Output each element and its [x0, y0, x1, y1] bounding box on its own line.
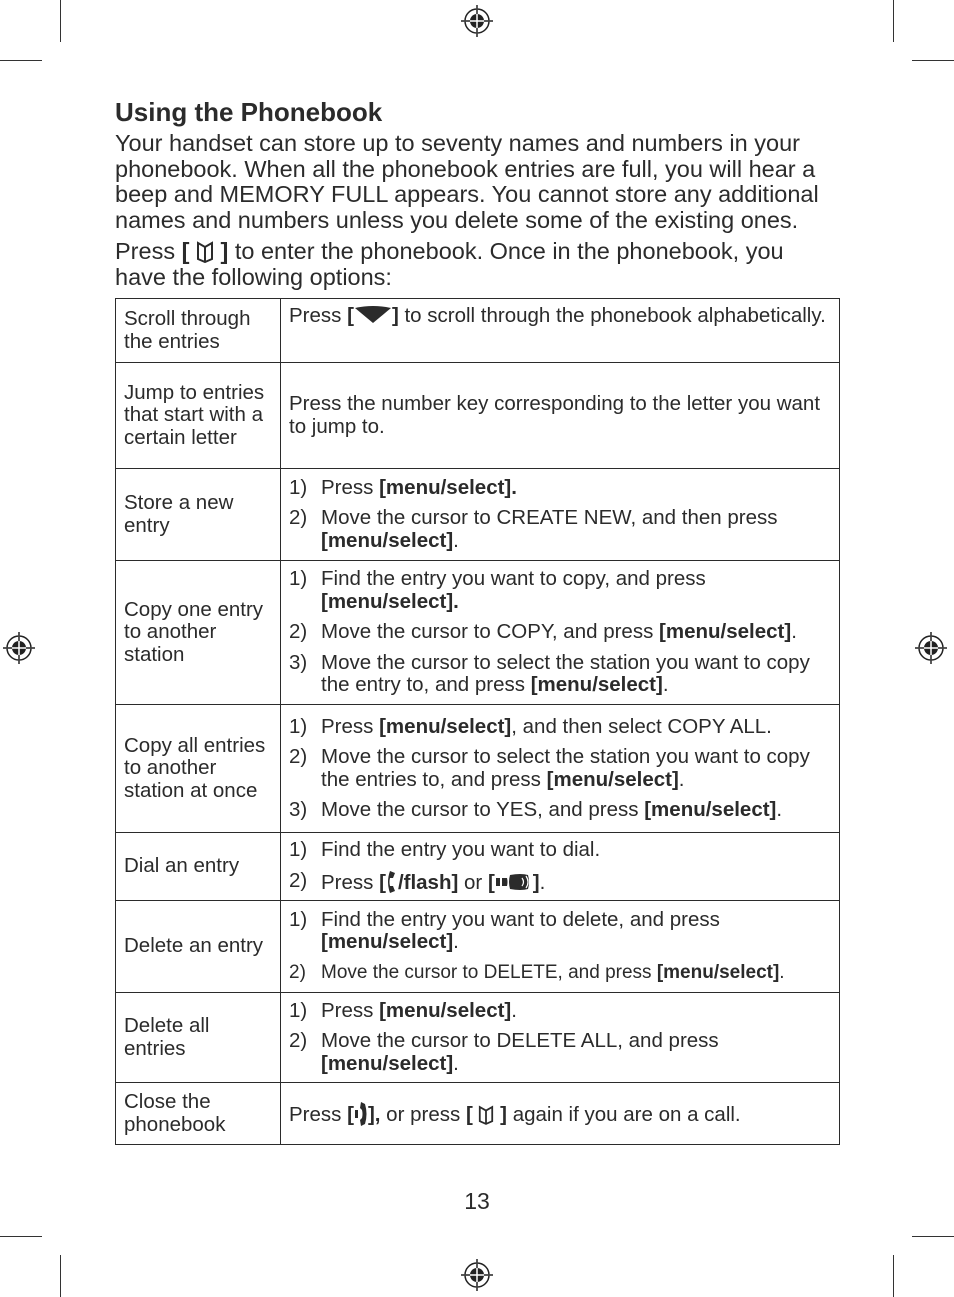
- option-instructions: [281, 469, 840, 561]
- list-item: 1) Find the entry you want to dial.: [289, 838, 601, 861]
- press-word: Press: [115, 238, 176, 264]
- crop-mark: [893, 0, 894, 42]
- crop-mark: [0, 1236, 42, 1237]
- crop-mark: [60, 1255, 61, 1297]
- end-call-icon: [354, 1101, 368, 1127]
- page-title: Using the Phonebook: [115, 97, 383, 127]
- list-item: 1) Press [menu/select].: [289, 998, 517, 1022]
- list-item: 1) Press [menu/select].: [289, 475, 517, 499]
- option-label: Scroll through the entries: [116, 299, 281, 363]
- intro-paragraph: Your handset can store up to seventy names and numbers in your phonebook. When all the phonebook entries are full, you will hear a beep and MEMORY FULL appears. You cannot store any additional names and numbers unless you delete some of the existing ones.: [115, 130, 819, 233]
- list-item: 2) Move the cursor to DELETE, and press [menu/select].: [289, 961, 785, 983]
- option-label: Copy one entry to another station: [116, 561, 281, 705]
- registration-mark-icon: [3, 632, 35, 664]
- steps-list: [289, 1000, 833, 1076]
- down-arrow-icon: [354, 305, 392, 325]
- list-item: 2) Move the cursor to COPY, and press [menu/select].: [289, 620, 797, 644]
- phonebook-icon: [478, 1105, 494, 1125]
- list-item: 3) Move the cursor to select the station you want to copy the entry to, and press [menu/select].: [289, 650, 810, 697]
- table-row: [116, 901, 840, 993]
- option-instructions: [281, 561, 840, 705]
- talk-icon: [386, 870, 398, 894]
- option-label: Dial an entry: [116, 833, 281, 901]
- table-row: [116, 469, 840, 561]
- registration-mark-icon: [915, 632, 947, 664]
- page-content: [115, 97, 840, 1145]
- option-instructions: [281, 299, 840, 363]
- option-instructions: [281, 705, 840, 833]
- list-item: 2) Move the cursor to CREATE NEW, and then press [menu/select].: [289, 506, 778, 552]
- press-word: Press: [289, 304, 342, 327]
- press-intro-paragraph: [115, 239, 840, 290]
- steps-list: [289, 716, 833, 822]
- option-instructions: Press the number key corresponding to the letter you want to jump to.: [281, 363, 840, 469]
- list-item: 1) Find the entry you want to delete, and press [menu/select].: [289, 907, 720, 954]
- crop-mark: [60, 0, 61, 42]
- press-intro-rest: to enter the phonebook. Once in the phonebook, you have the following options:: [115, 238, 784, 290]
- option-label: Delete all entries: [116, 993, 281, 1083]
- list-item: 3) Move the cursor to YES, and press [menu/select].: [289, 798, 783, 821]
- crop-mark: [893, 1255, 894, 1297]
- bracket-close: ]: [220, 238, 229, 264]
- option-instructions: [281, 993, 840, 1083]
- table-row: [116, 993, 840, 1083]
- option-label: Copy all entries to another station at once: [116, 705, 281, 833]
- options-table: [115, 298, 840, 1145]
- bracket-open: [: [181, 238, 190, 264]
- list-item: 2) Move the cursor to select the station you want to copy the entries to, and press [menu/select].: [289, 745, 810, 791]
- table-row: [116, 1083, 840, 1145]
- crop-mark: [0, 60, 42, 61]
- speaker-icon: [495, 872, 533, 892]
- option-label: Jump to entries that start with a certain letter: [116, 363, 281, 469]
- crop-mark: [912, 1236, 954, 1237]
- list-item: 1) Press [menu/select], and then select COPY ALL.: [289, 714, 772, 738]
- page-number: 13: [464, 1188, 490, 1214]
- table-row: [116, 561, 840, 705]
- table-row: [116, 705, 840, 833]
- registration-mark-icon: [461, 5, 493, 37]
- table-row: [116, 363, 840, 469]
- table-row: [116, 299, 840, 363]
- option-instructions: [281, 901, 840, 993]
- option-label: Store a new entry: [116, 469, 281, 561]
- list-item: 2) Press [ /flash] or [ ].: [289, 868, 546, 894]
- steps-list: [289, 568, 833, 697]
- option-instructions: [281, 833, 840, 901]
- steps-list: [289, 839, 833, 894]
- option-label: Close the phonebook: [116, 1083, 281, 1145]
- registration-mark-icon: [461, 1259, 493, 1291]
- bracket-open: [: [347, 304, 354, 327]
- option-label: Delete an entry: [116, 901, 281, 993]
- phonebook-icon: [196, 241, 214, 263]
- option-text: to scroll through the phonebook alphabetically.: [404, 304, 826, 327]
- option-instructions: Press [ ], or press [ ] again if you are on a call.: [281, 1083, 840, 1145]
- crop-mark: [912, 60, 954, 61]
- list-item: 2) Move the cursor to DELETE ALL, and press [menu/select].: [289, 1029, 719, 1075]
- bracket-close: ]: [391, 304, 399, 327]
- steps-list: [289, 909, 833, 985]
- list-item: 1) Find the entry you want to copy, and press [menu/select].: [289, 567, 706, 613]
- table-row: [116, 833, 840, 901]
- steps-list: [289, 477, 833, 553]
